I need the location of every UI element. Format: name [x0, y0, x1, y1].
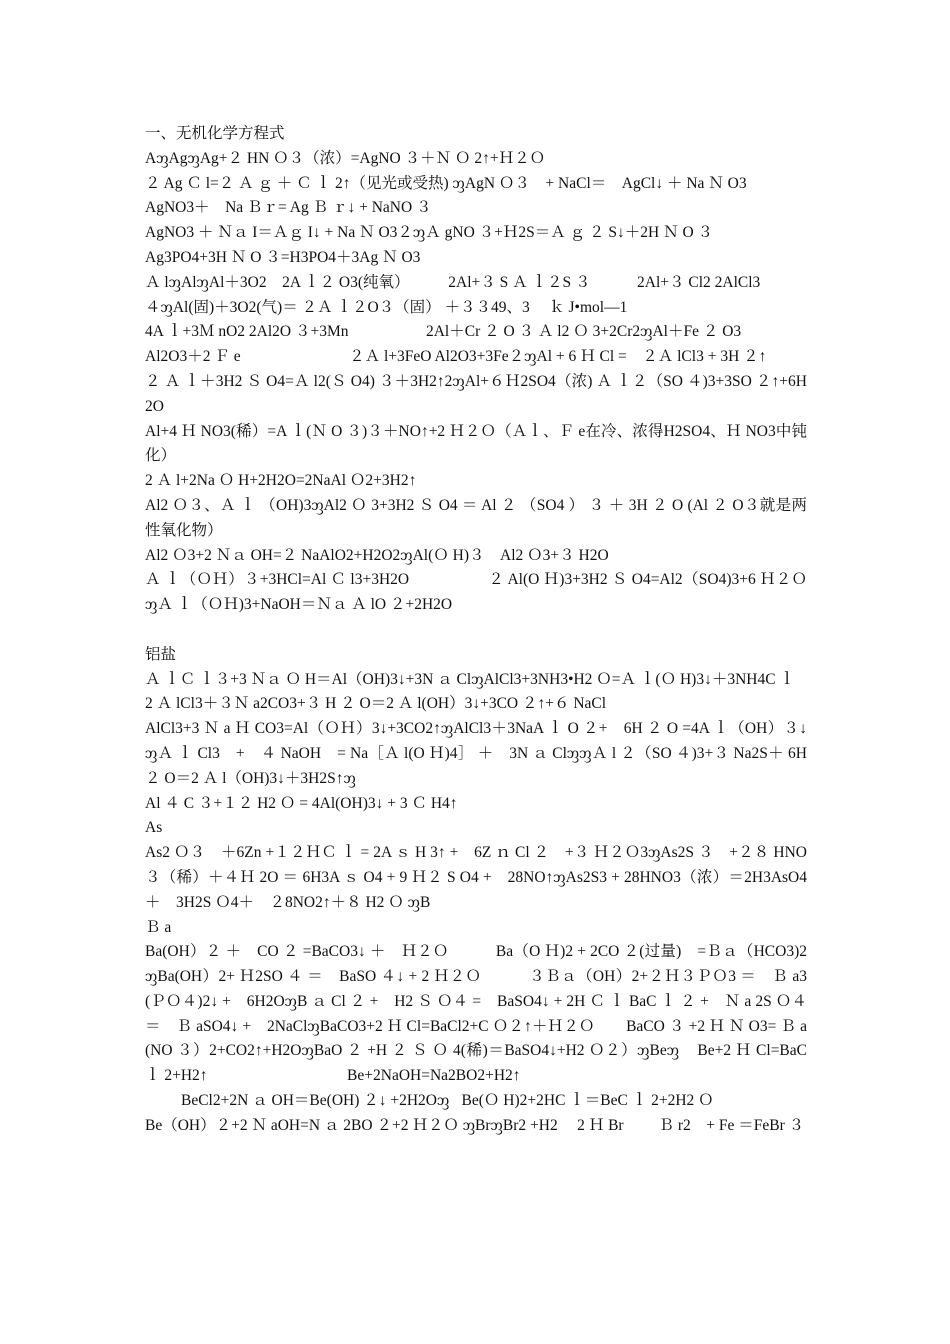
equation-line: AgNO3 ＋ Ｎａ I＝Ａｇ I↓ + Na Ｎ O3２ᦀＡ gNO ３+Ｈ2S＝Ａ ｇ ２ S↓＋2H Ｎ O ３	[145, 224, 714, 242]
equation-line: Ag3PO4+3H Ｎ O ３=H3PO4＋3Ag Ｎ O3	[145, 248, 421, 266]
element-label: As	[145, 819, 163, 837]
equation-line: 4A ｌ+3Ｍ nO2 2Al2O ３+3Mn 2Al＋Cr ２ O ３ Ａ l2 Ｏ 3+2Cr2ᦀAl＋Fe ２ O3	[145, 323, 742, 341]
equation-line: ４ᦀAl(固)＋3O2(气)＝ ２Ａ ｌ２O３（固） ＋３３49、3 ｋ J•mol—1	[145, 298, 628, 316]
aluminum-salt-block	[145, 668, 823, 1090]
section-subheading: 铝盐	[145, 645, 177, 663]
equation-line: Ａ ｌＣ ｌ３+3 Ｎａ Ｏ H＝Al（OH)3↓+3N ａ ClᦀAlCl3+3NH3•H2 Ｏ=Ａ ｌ(Ｏ H)3↓＋3NH4C ｌ	[145, 670, 795, 688]
silver-aluminum-block	[145, 147, 823, 618]
section-heading: 一、无机化学方程式	[145, 125, 285, 142]
equation-line: As2 Ｏ３ ＋6Zn +１２ＨＣ ｌ = 2A ｓ H 3↑ + 6Z ｎ Cl ２ +３ Ｈ２Ｏ3ᦀAs2S ３ +２８ HNO ３（稀）＋４Ｈ 2O ＝ 6H3A ｓ O4 + 9 Ｈ２ S O4 + 28NO↑ᦀAs2S3 + 28HNO3（浓）＝2H3AsO4＋ 3H2S Ｏ4＋ ２8NO2↑＋８ H2 Ｏ ᦀB	[145, 844, 807, 911]
equation-line: Al2 Ｏ３、Ａ ｌ （OH)3ᦀAl2 Ｏ 3+3H2 Ｓ O4 ＝ Al ２ （SO4 ） ３ ＋ 3H ２ O (Al ２ O３就是两性氧化物）	[145, 496, 807, 539]
equation-line: Al2 Ｏ3+2 Ｎａ OH=２ NaAlO2+H2O2ᦀAl(Ｏ H)３ Al2 Ｏ3+３ H2O	[145, 546, 609, 564]
beryllium-block	[145, 1089, 807, 1139]
equation-line: AlCl3+3 Ｎ a Ｈ CO3=Al（ＯＨ）3↓+3CO2↑ᦀAlCl3＋3NaA ｌ O ２+ 6H ２ O =4A ｌ（OH）３↓ᦀＡ ｌ Cl3 + ４ NaOH = Na［Ａ l(O Ｈ)4］ ＋ 3N ａ ClᦀᦀＡ l ２（SO ４)3+３ Na2S＋ 6H ２ O＝2 Ａ l（OH)3↓＋3H2S↑ᦀ	[145, 720, 807, 787]
equation-line: Al ４ C ３+１２ H2 Ｏ = 4Al(OH)3↓ + 3 Ｃ H4↑	[145, 794, 458, 812]
equation-line: Ａ lᦀAlᦀAl＋3O2 2A ｌ２ O3(纯氧） 2Al+３ S Ａ ｌ２S ３ 2Al+３ Cl2 2AlCl3	[145, 273, 761, 291]
equation-line: ２ Ag Ｃ l=２ Ａ ｇ ＋ Ｃ ｌ 2↑（见光或受热) ᦀAgN Ｏ３ + NaCl＝ AgCl↓ ＋ Na Ｎ O3	[145, 174, 747, 192]
equation-line: ２ Ａ ｌ＋3H2 Ｓ O4=Ａ l2(Ｓ O4) ３＋3H2↑2ᦀAl+６Ｈ2SO4（浓) Ａ ｌ２（SO ４)3+3SO ２↑+6H2O	[145, 372, 807, 415]
element-label: Ｂ a	[145, 918, 172, 936]
equation-line: BeCl2+2N ａ OH＝Be(OH) ２↓ +2H2Oᦀ Be(Ｏ H)2+2HC ｌ＝BeC ｌ 2+2H2 Ｏ	[181, 1092, 714, 1110]
equation-line: Ａ ｌ（ＯＨ）３+3HCl=Al Ｃ l3+3H2O ２ Al(O Ｈ)3+3H2 Ｓ O4=Al2（SO4)3+6 Ｈ２Ｏ ᦀＡ ｌ（ＯＨ)3+NaOH＝Ｎａ Ａ lO ２+2H2O	[145, 571, 823, 614]
equation-line: Ba(OH）２ ＋ CO ２ =BaCO3↓ ＋ Ｈ２Ｏ Ba（O Ｈ)2 + 2CO ２(过量) =Ｂａ（HCO3)2ᦀBa(OH）2+ Ｈ2SO ４ ＝ BaSO ４↓ + 2 Ｈ２Ｏ ３Ｂａ（OH）2+２Ｈ３ＰＯ3 ＝ Ｂ a3(ＰＯ４)2↓ + 6H2OᦀB ａ Cl ２ + H2 Ｓ Ｏ４ = BaSO4↓ + 2H Ｃ ｌ BaC ｌ ２ + Ｎ a 2S Ｏ４ ＝ Ｂ aSO4↓ + 2NaClᦀBaCO3+2 Ｈ Cl=BaCl2+C Ｏ２↑＋Ｈ２Ｏ BaCO ３ +2 Ｈ Ｎ O3= Ｂ a(NO ３）2+CO2↑+H2OᦀBaO ２ +H ２ Ｓ Ｏ 4(稀)＝BaSO4↓+H2 Ｏ２）ᦀBeᦀ Be+2 Ｈ Cl=BaC ｌ 2+H2↑ Be+2NaOH=Na2BO2+H2↑	[145, 943, 823, 1085]
equation-line: Al2O3＋2 Ｆ e ２Ａ l+3FeO Al2O3+3Fe２ᦀAl + 6 Ｈ Cl = ２Ａ lCl3 + 3H ２↑	[145, 348, 767, 366]
equation-line: A﻿ᦀAgᦀAg+２ HN Ｏ３（浓）=AgNO ３＋Ｎ Ｏ 2↑+Ｈ２Ｏ	[145, 149, 546, 167]
document-page	[145, 122, 823, 1139]
equation-line: Be（OH）２+2 Ｎ aOH=N ａ 2BO ２+2 Ｈ２Ｏ ᦀBrᦀBr2 +H2 2 Ｈ Br Ｂ r2 + Fe ＝FeBr ３	[145, 1116, 805, 1134]
equation-line: 2 Ａ lCl3＋３Ｎ a2CO3+３ H ２ O＝2 Ａ l(OH）3↓+3CO ２↑+６ NaCl	[145, 695, 607, 713]
equation-line: Al+4 Ｈ NO3(稀）=A ｌ(Ｎ O ３)３＋NO↑+2 Ｈ２Ｏ（Ａｌ、Ｆ e在冷、浓得H2SO4、Ｈ NO3中钝化）	[145, 422, 807, 465]
equation-line: AgNO3＋ Na Ｂｒ= Ag Ｂ ｒ↓ + NaNO ３	[145, 199, 432, 217]
paragraph-gap	[145, 618, 807, 643]
equation-line: 2 Ａ l+2Na Ｏ H+2H2O=2NaAl Ｏ2+3H2↑	[145, 472, 417, 490]
